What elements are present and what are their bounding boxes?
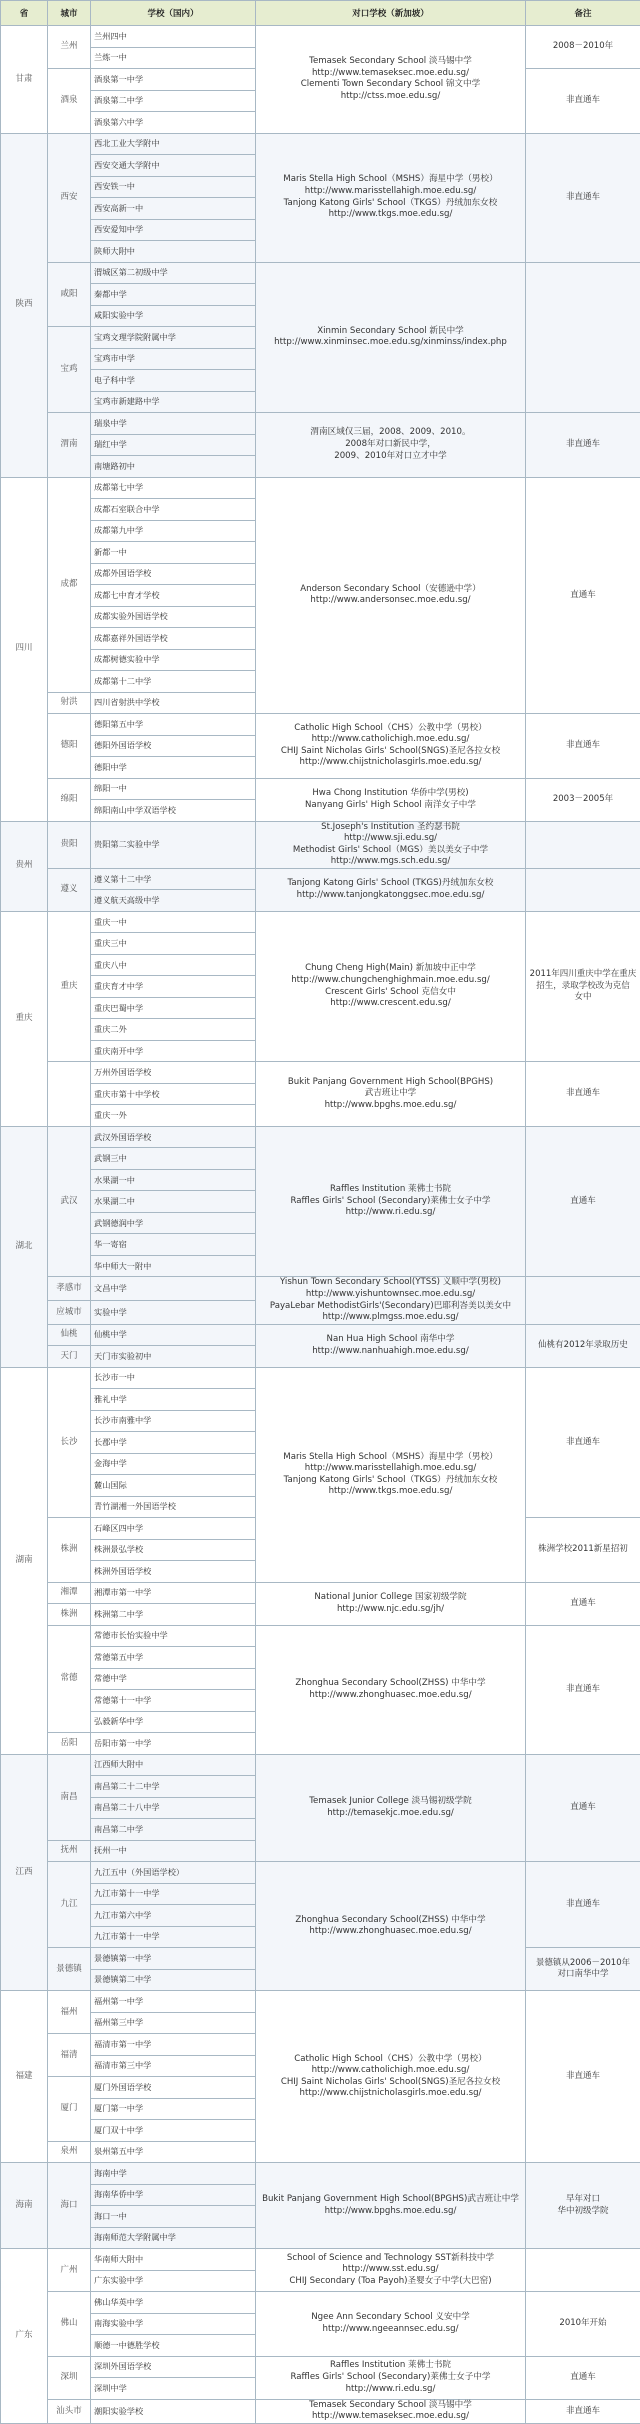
school-cell: 弘毅新华中学 — [91, 1711, 256, 1733]
table-row — [1, 1862, 640, 1884]
school-cell: 水果湖二中 — [91, 1191, 256, 1213]
school-cell: 成都第十二中学 — [91, 671, 256, 693]
school-cell: 南昌第二十八中学 — [91, 1797, 256, 1819]
city-cell: 宝鸡 — [48, 327, 91, 413]
partner-school-cell: Raffles Institution 莱佛士书院 Raffles Girls' School (Secondary)莱佛士女子中学 http://www.ri.edu.sg/ — [256, 1126, 526, 1277]
school-cell: 长郡中学 — [91, 1432, 256, 1454]
province-cell: 贵州 — [1, 821, 48, 911]
school-cell: 江西师大附中 — [91, 1754, 256, 1776]
school-cell: 厦门双十中学 — [91, 2120, 256, 2142]
province-cell: 江西 — [1, 1754, 48, 1991]
school-cell: 重庆巴蜀中学 — [91, 997, 256, 1019]
school-cell: 万州外国语学校 — [91, 1062, 256, 1084]
city-cell: 重庆 — [48, 911, 91, 1062]
province-cell: 海南 — [1, 2163, 48, 2249]
note-cell: 景德镇从2006－2010年 对口南华中学 — [526, 1948, 640, 1991]
school-cell: 华中师大一附中 — [91, 1255, 256, 1277]
school-cell: 兰州四中 — [91, 26, 256, 48]
school-cell: 成都石室联合中学 — [91, 499, 256, 521]
school-cell: 武钢三中 — [91, 1148, 256, 1170]
header-note: 备注 — [526, 1, 640, 26]
school-cell: 九江市第十一中学 — [91, 1926, 256, 1948]
table-row — [1, 1062, 640, 1084]
school-cell: 天门市实验初中 — [91, 1346, 256, 1368]
partner-school-cell: Chung Cheng High(Main) 新加坡中正中学 http://www.chungchenghighmain.moe.edu.sg/ Crescent Girls' School 克信女中 http://www.crescent.edu.sg/ — [256, 911, 526, 1062]
school-cell: 成都第七中学 — [91, 477, 256, 499]
note-cell: 直通车 — [526, 1126, 640, 1277]
city-cell: 西安 — [48, 133, 91, 262]
school-cell: 顺德一中德胜学校 — [91, 2335, 256, 2357]
note-cell — [526, 821, 640, 868]
table-header-row — [1, 1, 640, 26]
note-cell: 株洲学校2011新星招初 — [526, 1518, 640, 1583]
province-cell: 广东 — [1, 2249, 48, 2424]
school-cell: 仙桃中学 — [91, 1324, 256, 1346]
school-cell: 福清市第一中学 — [91, 2034, 256, 2056]
school-cell: 株洲外国语学校 — [91, 1561, 256, 1583]
note-cell — [526, 262, 640, 413]
school-cell: 雅礼中学 — [91, 1389, 256, 1411]
school-cell: 重庆育才中学 — [91, 976, 256, 998]
partner-school-cell: Catholic High School（CHS）公教中学（男校） http://www.catholichigh.moe.edu.sg/ CHIJ Saint Nicholas Girls' School(SNGS)圣尼各拉女校 http://www.chijstnicholasgirls.moe.edu.sg/ — [256, 714, 526, 779]
school-cell: 常德第五中学 — [91, 1647, 256, 1669]
city-cell: 成都 — [48, 477, 91, 692]
school-cell: 九江市第六中学 — [91, 1905, 256, 1927]
school-cell: 常德市长怡实验中学 — [91, 1625, 256, 1647]
header-province: 省 — [1, 1, 48, 26]
partner-school-cell: Tanjong Katong Girls' School (TKGS)丹绒加东女校 http://www.tanjongkatonggsec.moe.edu.sg/ — [256, 868, 526, 911]
note-cell — [526, 868, 640, 911]
city-cell: 福州 — [48, 1991, 91, 2034]
school-cell: 成都树德实验中学 — [91, 649, 256, 671]
city-cell: 武汉 — [48, 1126, 91, 1277]
school-cell: 岳阳市第一中学 — [91, 1733, 256, 1755]
city-cell: 抚州 — [48, 1840, 91, 1862]
table-row — [1, 1277, 640, 1301]
school-cell: 酒泉第六中学 — [91, 112, 256, 134]
school-cell: 贵阳第二实验中学 — [91, 821, 256, 868]
partner-school-cell: Yishun Town Secondary School(YTSS) 义顺中学(男校) http://www.yishuntownsec.moe.edu.sg/ PayaLebar MethodistGirls'(Secondary)巴耶利峇美以美女中 http://www.plmgss.moe.edu.sg/ — [256, 1277, 526, 1324]
school-cell: 宝鸡文理学院附属中学 — [91, 327, 256, 349]
partner-school-cell: Bukit Panjang Government High School(BPGHS) 武吉班让中学 http://www.bpghs.moe.edu.sg/ — [256, 1062, 526, 1127]
note-cell: 非直通车 — [526, 1991, 640, 2163]
note-cell: 非直通车 — [526, 413, 640, 478]
city-cell: 株洲 — [48, 1518, 91, 1583]
school-cell: 绵阳南山中学双语学校 — [91, 800, 256, 822]
partner-school-cell: Zhonghua Secondary School(ZHSS) 中华中学 http://www.zhonghuasec.moe.edu.sg/ — [256, 1862, 526, 1991]
city-cell: 福清 — [48, 2034, 91, 2077]
school-cell: 常德第十一中学 — [91, 1690, 256, 1712]
school-cell: 宝鸡市新建路中学 — [91, 391, 256, 413]
table-row — [1, 262, 640, 284]
school-cell: 重庆一中 — [91, 911, 256, 933]
city-cell: 绵阳 — [48, 778, 91, 821]
table-row — [1, 1991, 640, 2013]
table-row — [1, 1625, 640, 1647]
school-cell: 泉州第五中学 — [91, 2141, 256, 2163]
city-cell: 南昌 — [48, 1754, 91, 1840]
table-row — [1, 1754, 640, 1776]
table-row — [1, 413, 640, 435]
school-cell: 福清市第三中学 — [91, 2055, 256, 2077]
table-row — [1, 1367, 640, 1389]
partner-school-cell: National Junior College 国家初级学院 http://www.njc.edu.sg/jh/ — [256, 1582, 526, 1625]
partner-school-cell: Maris Stella High School（MSHS）海星中学（男校） http://www.marisstellahigh.moe.edu.sg/ Tanjong Katong Girls' School（TKGS）丹绒加东女校 http://www.tkgs.moe.edu.sg/ — [256, 133, 526, 262]
school-cell: 西安铁一中 — [91, 176, 256, 198]
partner-school-cell: School of Science and Technology SST新科技中学 http://www.sst.edu.sg/ CHIJ Secondary (Toa Payoh)圣婴女子中学(大巴窑) — [256, 2249, 526, 2292]
note-cell: 直通车 — [526, 1582, 640, 1625]
header-partner: 对口学校（新加坡） — [256, 1, 526, 26]
school-cell: 长沙市一中 — [91, 1367, 256, 1389]
school-cell: 水果湖一中 — [91, 1169, 256, 1191]
school-cell: 瑞红中学 — [91, 434, 256, 456]
city-cell: 常德 — [48, 1625, 91, 1733]
school-cell: 遵义第十二中学 — [91, 868, 256, 890]
school-cell: 重庆三中 — [91, 933, 256, 955]
school-cell: 武汉外国语学校 — [91, 1126, 256, 1148]
school-cell: 新都一中 — [91, 542, 256, 564]
table-row — [1, 2249, 640, 2271]
table-row — [1, 26, 640, 48]
school-cell: 成都实验外国语学校 — [91, 606, 256, 628]
partner-school-cell: Nan Hua High School 南华中学 http://www.nanhuahigh.moe.edu.sg/ — [256, 1324, 526, 1367]
school-cell: 宝鸡市中学 — [91, 348, 256, 370]
partner-school-cell: Maris Stella High School（MSHS）海星中学（男校） http://www.marisstellahigh.moe.edu.sg/ Tanjong Katong Girls' School（TKGS）丹绒加东女校 http://www.tkgs.moe.edu.sg/ — [256, 1367, 526, 1582]
note-cell: 早年对口 华中初级学院 — [526, 2163, 640, 2249]
school-cell: 成都第九中学 — [91, 520, 256, 542]
school-cell: 潮阳实验学校 — [91, 2399, 256, 2423]
school-cell: 重庆二外 — [91, 1019, 256, 1041]
school-cell: 景德镇第二中学 — [91, 1969, 256, 1991]
school-cell: 德阳中学 — [91, 757, 256, 779]
table-row — [1, 2163, 640, 2185]
partner-school-cell: Xinmin Secondary School 新民中学 http://www.xinminsec.moe.edu.sg/xinminss/index.php — [256, 262, 526, 413]
school-cell: 佛山华英中学 — [91, 2292, 256, 2314]
note-cell: 非直通车 — [526, 1625, 640, 1754]
school-cell: 抚州一中 — [91, 1840, 256, 1862]
note-cell: 非直通车 — [526, 69, 640, 134]
partner-school-cell: Temasek Junior College 淡马锡初级学院 http://temasekjc.moe.edu.sg/ — [256, 1754, 526, 1862]
school-cell: 陕师大附中 — [91, 241, 256, 263]
note-cell: 2003－2005年 — [526, 778, 640, 821]
note-cell: 直通车 — [526, 2356, 640, 2399]
school-cell: 绵阳一中 — [91, 778, 256, 800]
school-cell: 石峰区四中学 — [91, 1518, 256, 1540]
city-cell: 咸阳 — [48, 262, 91, 327]
note-cell: 直通车 — [526, 1754, 640, 1862]
table-row — [1, 714, 640, 736]
school-cell: 电子科中学 — [91, 370, 256, 392]
note-cell: 非直通车 — [526, 133, 640, 262]
partner-school-cell: St.Joseph's Institution 圣约瑟书院 http://www.sji.edu.sg/ Methodist Girls' School（MGS）美以美女子中学 http://www.mgs.sch.edu.sg/ — [256, 821, 526, 868]
city-cell: 泉州 — [48, 2141, 91, 2163]
school-cell: 渭城区第二初级中学 — [91, 262, 256, 284]
school-cell: 遵义航天高级中学 — [91, 890, 256, 912]
note-cell: 非直通车 — [526, 1367, 640, 1518]
school-cell: 重庆八中 — [91, 954, 256, 976]
city-cell: 深圳 — [48, 2356, 91, 2399]
note-cell: 仙桃有2012年录取历史 — [526, 1324, 640, 1367]
school-cell: 九江五中（外国语学校） — [91, 1862, 256, 1884]
school-cell: 福州第三中学 — [91, 2012, 256, 2034]
school-cell: 武钢德润中学 — [91, 1212, 256, 1234]
partner-school-cell: Raffles Institution 莱佛士书院 Raffles Girls' School (Secondary)莱佛士女子中学 http://www.ri.edu.sg/ — [256, 2356, 526, 2399]
note-cell: 2008－2010年 — [526, 26, 640, 69]
school-cell: 实验中学 — [91, 1301, 256, 1325]
school-cell: 南塘路初中 — [91, 456, 256, 478]
school-cell: 重庆南开中学 — [91, 1040, 256, 1062]
school-cell: 南昌第二中学 — [91, 1819, 256, 1841]
table-body — [1, 26, 640, 2424]
school-cell: 兰炼一中 — [91, 47, 256, 69]
city-cell: 天门 — [48, 1346, 91, 1368]
header-school: 学校（国内） — [91, 1, 256, 26]
province-cell: 陕西 — [1, 133, 48, 477]
school-cell: 景德镇第一中学 — [91, 1948, 256, 1970]
school-cell: 株洲景弘学校 — [91, 1539, 256, 1561]
province-cell: 甘肃 — [1, 26, 48, 134]
table-row — [1, 133, 640, 155]
school-cell: 咸阳实验中学 — [91, 305, 256, 327]
city-cell: 汕头市 — [48, 2399, 91, 2423]
school-cell: 酒泉第一中学 — [91, 69, 256, 91]
city-cell: 渭南 — [48, 413, 91, 478]
school-cell: 海南中学 — [91, 2163, 256, 2185]
province-cell: 福建 — [1, 1991, 48, 2163]
school-cell: 成都嘉祥外国语学校 — [91, 628, 256, 650]
school-cell: 酒泉第二中学 — [91, 90, 256, 112]
table-row — [1, 1126, 640, 1148]
school-cell: 南昌第二十二中学 — [91, 1776, 256, 1798]
city-cell: 海口 — [48, 2163, 91, 2249]
school-cell: 海口一中 — [91, 2206, 256, 2228]
school-cell: 海南师范大学附属中学 — [91, 2227, 256, 2249]
school-cell: 厦门外国语学校 — [91, 2077, 256, 2099]
school-cell: 西安高新一中 — [91, 198, 256, 220]
school-cell: 四川省射洪中学校 — [91, 692, 256, 714]
table-row — [1, 2356, 640, 2378]
table-row — [1, 2292, 640, 2314]
school-cell: 长沙市南雅中学 — [91, 1410, 256, 1432]
partner-school-cell: Bukit Panjang Government High School(BPGHS)武吉班让中学 http://www.bpghs.moe.edu.sg/ — [256, 2163, 526, 2249]
school-cell: 常德中学 — [91, 1668, 256, 1690]
partner-school-cell: Hwa Chong Institution 华侨中学(男校) Nanyang Girls' High School 南洋女子中学 — [256, 778, 526, 821]
partner-school-cell: Catholic High School（CHS）公教中学（男校） http://www.catholichigh.moe.edu.sg/ CHIJ Saint Nicholas Girls' School(SNGS)圣尼各拉女校 http://www.chijstnicholasgirls.moe.edu.sg/ — [256, 1991, 526, 2163]
school-cell: 重庆一外 — [91, 1105, 256, 1127]
school-cell: 德阳外国语学校 — [91, 735, 256, 757]
city-cell: 佛山 — [48, 2292, 91, 2357]
city-cell: 贵阳 — [48, 821, 91, 868]
school-cell: 瑞泉中学 — [91, 413, 256, 435]
partner-school-cell: Temasek Secondary School 淡马锡中学 http://www.temaseksec.moe.edu.sg/ Clementi Town Secondary School 锦文中学 http://ctss.moe.edu.sg/ — [256, 26, 526, 134]
school-cell: 青竹湖湘一外国语学校 — [91, 1496, 256, 1518]
school-cell: 华一寄宿 — [91, 1234, 256, 1256]
school-cell: 德阳第五中学 — [91, 714, 256, 736]
partner-school-cell: Zhonghua Secondary School(ZHSS) 中华中学 http://www.zhonghuasec.moe.edu.sg/ — [256, 1625, 526, 1754]
school-cell: 麓山国际 — [91, 1475, 256, 1497]
table-row — [1, 778, 640, 800]
partner-school-cell: Anderson Secondary School（安德逊中学） http://www.andersonsec.moe.edu.sg/ — [256, 477, 526, 714]
school-cell: 西安交通大学附中 — [91, 155, 256, 177]
city-cell — [48, 1062, 91, 1127]
school-cell: 湘潭市第一中学 — [91, 1582, 256, 1604]
city-cell: 应城市 — [48, 1301, 91, 1325]
city-cell: 射洪 — [48, 692, 91, 714]
school-cell: 文昌中学 — [91, 1277, 256, 1301]
city-cell: 湘潭 — [48, 1582, 91, 1604]
header-city: 城市 — [48, 1, 91, 26]
table-row — [1, 477, 640, 499]
note-cell: 2011年四川重庆中学在重庆 招生，录取学校改为克信 女中 — [526, 911, 640, 1062]
province-cell: 重庆 — [1, 911, 48, 1126]
school-cell: 深圳外国语学校 — [91, 2356, 256, 2378]
school-cell: 金海中学 — [91, 1453, 256, 1475]
school-cell: 成都七中育才学校 — [91, 585, 256, 607]
note-cell: 非直通车 — [526, 2399, 640, 2423]
school-cell: 华南师大附中 — [91, 2249, 256, 2271]
table-row — [1, 1324, 640, 1346]
province-cell: 湖北 — [1, 1126, 48, 1367]
table-row — [1, 911, 640, 933]
city-cell: 酒泉 — [48, 69, 91, 134]
city-cell: 岳阳 — [48, 1733, 91, 1755]
partner-school-cell: Ngee Ann Secondary School 义安中学 http://www.ngeeannsec.edu.sg/ — [256, 2292, 526, 2357]
city-cell: 九江 — [48, 1862, 91, 1948]
school-cell: 广东实验中学 — [91, 2270, 256, 2292]
school-cell: 九江市第十一中学 — [91, 1883, 256, 1905]
school-cell: 厦门第一中学 — [91, 2098, 256, 2120]
school-cell: 海南华侨中学 — [91, 2184, 256, 2206]
table-row — [1, 868, 640, 890]
city-cell: 遵义 — [48, 868, 91, 911]
table-row — [1, 821, 640, 868]
city-cell: 景德镇 — [48, 1948, 91, 1991]
city-cell: 广州 — [48, 2249, 91, 2292]
note-cell: 2010年开始 — [526, 2292, 640, 2357]
city-cell: 孝感市 — [48, 1277, 91, 1301]
province-cell: 四川 — [1, 477, 48, 821]
school-cell: 南海实验中学 — [91, 2313, 256, 2335]
note-cell — [526, 2249, 640, 2292]
city-cell: 兰州 — [48, 26, 91, 69]
note-cell: 非直通车 — [526, 714, 640, 779]
partner-school-cell: 渭南区域仅三届，2008、2009、2010。 2008年对口新民中学， 2009、2010年对口立才中学 — [256, 413, 526, 478]
city-cell: 厦门 — [48, 2077, 91, 2142]
table-row — [1, 1582, 640, 1604]
note-cell — [526, 1277, 640, 1324]
school-cell: 重庆市第十中学校 — [91, 1083, 256, 1105]
partner-school-cell: Temasek Secondary School 淡马锡中学 http://www.temaseksec.moe.edu.sg/ — [256, 2399, 526, 2423]
city-cell: 德阳 — [48, 714, 91, 779]
school-cell: 株洲第二中学 — [91, 1604, 256, 1626]
school-cell: 西安爱知中学 — [91, 219, 256, 241]
school-cell: 成都外国语学校 — [91, 563, 256, 585]
note-cell: 非直通车 — [526, 1062, 640, 1127]
school-cell: 福州第一中学 — [91, 1991, 256, 2013]
note-cell: 直通车 — [526, 477, 640, 714]
city-cell: 株洲 — [48, 1604, 91, 1626]
school-cell: 秦都中学 — [91, 284, 256, 306]
table-row — [1, 2399, 640, 2423]
school-cell: 深圳中学 — [91, 2378, 256, 2400]
city-cell: 仙桃 — [48, 1324, 91, 1346]
province-cell: 湖南 — [1, 1367, 48, 1754]
city-cell: 长沙 — [48, 1367, 91, 1518]
school-cell: 西北工业大学附中 — [91, 133, 256, 155]
note-cell: 非直通车 — [526, 1862, 640, 1948]
